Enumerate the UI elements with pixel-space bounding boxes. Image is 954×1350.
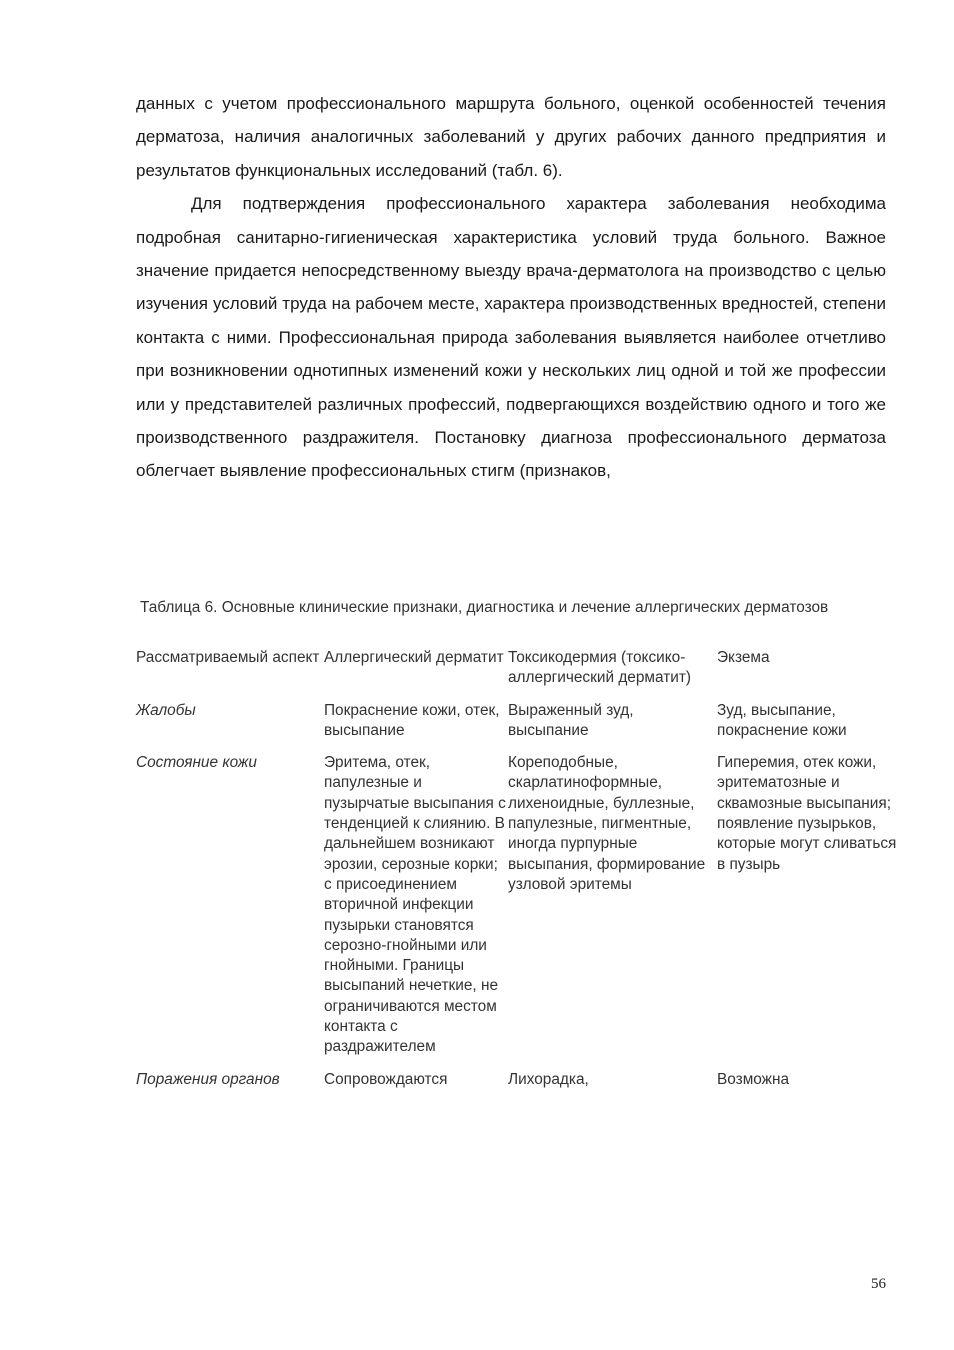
row-eczema: Возможна — [717, 1070, 790, 1088]
header-toxico: Токсикодермия (токсико-аллергический дерматит) — [508, 649, 692, 687]
clinical-table — [136, 648, 897, 1102]
row-allergic: Эритема, отек, папулезные и пузырчатые высыпания с тенденцией к слиянию. В дальнейшем возникают эрозии, серозные корки; с присоединением вторичной инфекции пузырьки становятся серозно-гнойными или гнойными. Границы высыпаний нечеткие, не ограничиваются местом контакта с раздражителем — [324, 754, 506, 1056]
header-eczema: Экзема — [717, 649, 770, 666]
paragraph-2: Для подтверждения профессионального характера заболевания необходима подробная санитарно-гигиеническая характеристика условий труда больного. Важное значение придается непосредственному выезду врача-дерматолога на производство с целью изучения условий труда на рабочем месте, характера производственных вредностей, степени контакта с ними. Профессиональная природа заболевания выявляется наиболее отчетливо при возникновении однотипных изменений кожи у нескольких лиц одной и той же профессии или у представителей различных профессий, подвергающихся воздействию одного и того же производственного раздражителя. Постановку диагноза профессионального дерматоза облегчает выявление профессиональных стигм (признаков, — [136, 194, 886, 481]
row-toxico: Кореподобные, скарлатиноформные, лихеноидные, буллезные, папулезные, пигментные, иногда пурпурные высыпания, формирование узловой эритемы — [508, 754, 706, 893]
row-aspect: Жалобы — [136, 701, 196, 719]
row-allergic: Покраснение кожи, отек, высыпание — [324, 701, 500, 739]
header-aspect: Рассматриваемый аспект — [136, 649, 320, 666]
row-aspect: Поражения органов — [136, 1070, 280, 1088]
row-toxico: Выраженный зуд, высыпание — [508, 701, 634, 739]
paragraph-1: данных с учетом профессионального маршрута больного, оценкой особенностей течения дерматоза, наличия аналогичных заболеваний у других рабочих данного предприятия и результатов функциональных исследований (табл. 6). — [136, 94, 886, 180]
row-allergic: Сопровождаются — [324, 1070, 448, 1088]
table-caption: Таблица 6. Основные клинические признаки, диагностика и лечение аллергических дерматозов — [140, 599, 829, 616]
table-header-row — [136, 648, 897, 701]
row-eczema: Гиперемия, отек кожи, эритематозные и сквамозные высыпания; появление пузырьков, которые могут сливаться в пузырь — [717, 754, 897, 873]
row-aspect: Состояние кожи — [136, 754, 257, 772]
row-toxico: Лихорадка, — [508, 1070, 589, 1088]
page-number: 56 — [871, 1276, 886, 1292]
body-text — [136, 87, 886, 488]
row-eczema: Зуд, высыпание, покраснение кожи — [717, 701, 847, 739]
table-row — [136, 701, 897, 754]
table-row — [136, 753, 897, 1069]
header-allergic: Аллергический дерматит — [324, 649, 504, 666]
table-row — [136, 1070, 897, 1102]
